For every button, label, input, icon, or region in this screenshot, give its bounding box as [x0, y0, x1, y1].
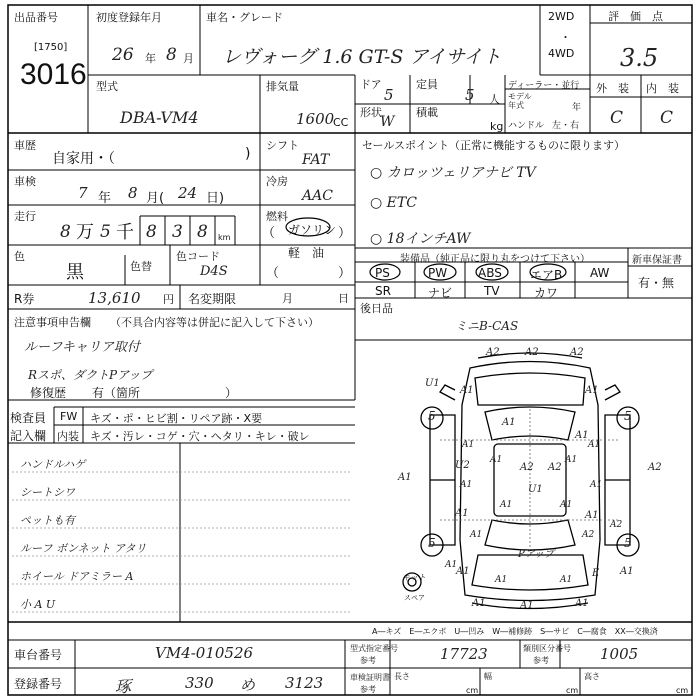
diag-label-extra: A1 — [495, 575, 508, 585]
mileage-label: 走行 — [14, 210, 36, 223]
diag-u2: U2 — [455, 460, 470, 471]
diag-label-extra: A1 — [588, 440, 601, 450]
diag-pup: Pアップ — [518, 549, 555, 560]
inspector-label-1: 検査員 — [10, 411, 47, 425]
equip-pw: PW — [428, 266, 448, 280]
width-text: 幅 — [484, 672, 492, 681]
sales-point-1: ○ カロッツェリアナビ TV — [370, 165, 536, 181]
interior-check-label: 内装 — [57, 430, 79, 443]
diag-u1-2: U1 — [528, 484, 543, 495]
diag-a1-8: A1 — [456, 566, 470, 577]
sales-point-1-text: カロッツェリアナビ TV — [386, 165, 536, 181]
repair-history-value: 有（箇所 — [92, 386, 141, 400]
color-code: D4S — [200, 264, 228, 279]
width-cm: cm — [566, 686, 579, 695]
length-cm: cm — [466, 686, 479, 695]
yen-unit: 円 — [163, 293, 174, 306]
diag-wheel-3: 5 — [428, 536, 436, 550]
year-unit: 年 — [145, 52, 156, 65]
equip-airbag: エアB — [530, 268, 563, 282]
load-label: 積載 — [416, 106, 438, 119]
diag-u1-1: U1 — [425, 378, 440, 389]
equip-navi: ナビ — [428, 286, 453, 300]
mileage-d0: 8 — [60, 222, 71, 242]
category-number: 1005 — [600, 645, 639, 663]
doors: 5 — [384, 86, 394, 104]
name-grade: レヴォーグ 1.6 GT-S アイサイト — [222, 46, 502, 68]
diag-label-extra: A2 — [610, 520, 623, 530]
capacity-label: 定員 — [416, 78, 438, 91]
fuel-diesel: 軽 油 — [288, 246, 325, 260]
diag-label-extra: A1 — [445, 560, 458, 570]
car-diagram — [403, 353, 639, 609]
drive-2wd: 2WD — [548, 10, 575, 23]
sales-point-3-text: 18インチAW — [386, 231, 471, 247]
fuel-paren-close-2: ） — [338, 266, 352, 281]
remark-6: 小 A U — [20, 598, 56, 611]
insp-month: 8 — [128, 184, 138, 202]
doors-label: ドア — [360, 78, 382, 91]
diag-wheel-1: 5 — [428, 409, 436, 423]
diag-a2-5: A2 — [548, 462, 562, 473]
inspector-label-2: 記入欄 — [10, 429, 47, 443]
model: DBA-VM4 — [120, 108, 199, 127]
diag-a1-12: A1 — [620, 566, 634, 577]
lot-label: 出品番号 — [14, 11, 58, 24]
diag-a2-1: A2 — [486, 347, 500, 358]
cc-unit: CC — [333, 116, 349, 129]
kg-unit: kg — [490, 120, 504, 133]
height-cm: cm — [676, 686, 689, 695]
exterior-grade: C — [610, 108, 624, 128]
ac: AAC — [302, 188, 333, 204]
mileage-d2: 5 — [100, 222, 111, 242]
diag-a1-2: A1 — [585, 385, 599, 396]
fuel-paren-open: （ — [262, 226, 276, 241]
reg-class: 330 — [185, 674, 214, 692]
notes-line-2: Rスポ、ダクトPアップ — [28, 368, 153, 382]
equip-ps: PS — [375, 266, 390, 280]
diag-label-extra: A1 — [500, 500, 513, 510]
lot-small: [1750] — [34, 42, 68, 53]
repair-history-close: ） — [225, 386, 238, 400]
length-sub: 参考 — [360, 685, 376, 694]
remark-3: ペットも有 — [20, 514, 75, 527]
shift: FAT — [302, 152, 330, 168]
color: 黒 — [66, 262, 84, 283]
displacement: 1600 — [296, 110, 335, 128]
length-text: 長さ — [394, 672, 410, 681]
diag-label-extra: A2 — [582, 530, 595, 540]
diag-a2-6: A2 — [648, 462, 662, 473]
color-change-label: 色替 — [130, 260, 152, 273]
insp-month-unit: 月( — [146, 191, 165, 206]
drive-4wd: 4WD — [548, 47, 575, 60]
shape: W — [380, 114, 395, 130]
fuel-paren-close: ） — [338, 226, 352, 241]
new-cert-value: 有・無 — [638, 276, 675, 290]
aftermarket: ミニB-CAS — [455, 319, 519, 333]
shift-label: シフト — [266, 139, 299, 152]
remark-5: ホイール ドアミラー A — [20, 570, 134, 583]
diag-label-extra: A1 — [565, 455, 578, 465]
diag-label-extra: A1 — [460, 480, 473, 490]
fuel-label: 燃料 — [266, 210, 288, 223]
first-reg-label: 初度登録年月 — [96, 11, 162, 24]
mileage-d3: 千 — [116, 222, 134, 243]
chassis-number: VM4-010526 — [155, 644, 254, 662]
handle-label: ハンドル — [508, 121, 545, 131]
capacity: 5 — [465, 86, 475, 104]
sales-point-2-text: ETC — [386, 195, 417, 211]
diag-a1-6: A1 — [455, 508, 469, 519]
first-reg-year: 26 — [112, 45, 134, 65]
sales-point-2: ○ ETC — [370, 195, 417, 211]
diag-a1-7: A1 — [585, 510, 599, 521]
ac-label: 冷房 — [266, 175, 288, 188]
color-code-label: 色コード — [176, 250, 220, 263]
diag-wheel-2: 5 — [624, 409, 632, 423]
diag-a1-11: A1 — [575, 598, 589, 609]
diag-label-extra: A1 — [490, 455, 503, 465]
handle-options: 左・右 — [552, 121, 580, 131]
interior-label: 内 装 — [646, 82, 679, 95]
diag-label-extra: A1 — [560, 500, 573, 510]
diag-wheel-4: 5 — [624, 536, 632, 550]
fuel-gas: ガソリン — [288, 223, 337, 237]
kit-sub: スペア — [404, 594, 425, 602]
category-label: 類別区分番号 — [523, 644, 571, 653]
diag-a2-4: A2 — [520, 462, 534, 473]
history-label: 車歴 — [14, 139, 36, 152]
person-unit: 人 — [489, 93, 500, 106]
remark-1: ハンドルハゲ — [20, 458, 86, 471]
equip-tv: TV — [484, 284, 500, 298]
insp-year-unit: 年 — [98, 191, 112, 206]
history-close: ) — [245, 146, 251, 162]
length-label: 車検証明書 — [350, 673, 390, 682]
recycle-label: R券 — [14, 292, 35, 306]
diag-a2-2: A2 — [525, 347, 539, 358]
equip-aw: AW — [590, 266, 610, 280]
name-change-day: 日 — [338, 292, 349, 305]
type-cert-sub: 参考 — [360, 656, 376, 665]
history: 自家用・（ — [52, 151, 115, 167]
name-grade-label: 車名・グレード — [206, 11, 283, 24]
drive-dot: ・ — [560, 31, 571, 44]
chassis-label: 車台番号 — [14, 648, 63, 662]
remark-4: ルーフ ボンネット アタリ — [20, 542, 147, 555]
reg-area: 琢 — [115, 677, 132, 696]
mileage-d4: 8 — [146, 222, 157, 242]
diag-a1-1: A1 — [460, 385, 474, 396]
name-change-label: 名変期限 — [188, 292, 237, 306]
first-reg-month: 8 — [166, 45, 177, 65]
color-label: 色 — [14, 250, 25, 263]
eval-label: 評 価 点 — [608, 10, 663, 23]
diag-e: E — [592, 568, 600, 579]
inspection-label: 車検 — [14, 175, 36, 188]
notes-line-1: ルーフキャリア取付 — [24, 340, 140, 355]
interior-grade: C — [660, 108, 674, 128]
insp-day: 24 — [178, 184, 198, 202]
year-suffix: 年 — [572, 103, 582, 113]
diag-a1-4: A1 — [575, 430, 589, 441]
type-cert-label: 型式指定番号 — [350, 644, 398, 653]
fw-label: FW — [60, 410, 78, 423]
lot-number: 3016 — [20, 58, 87, 91]
type-cert-number: 17723 — [440, 645, 488, 663]
diag-a1-10: A1 — [520, 600, 534, 611]
reg-kana: め — [240, 676, 256, 694]
diag-a1-9: A1 — [472, 598, 486, 609]
fw-text: キズ・ポ・ヒビ割・リペア跡・X要 — [90, 412, 263, 425]
diag-label-extra: A1 — [462, 440, 475, 450]
exterior-label: 外 装 — [596, 82, 629, 95]
notes-label: 注意事項申告欄 — [14, 316, 91, 329]
insp-year: 7 — [78, 184, 88, 202]
eval-value: 3.5 — [620, 44, 659, 72]
category-sub: 参考 — [533, 656, 549, 665]
reg-num: 3123 — [285, 674, 324, 692]
name-change-month: 月 — [282, 292, 293, 305]
sales-label: セールスポイント（正常に機能するものに限ります） — [362, 139, 626, 152]
diag-a2-3: A2 — [570, 347, 584, 358]
damage-legend: A―キズ E―エクボ U―凹み W―補修跡 S―サビ C―腐食 XX―交換済 — [372, 627, 658, 636]
insp-day-unit: 日) — [206, 191, 225, 206]
diag-label-extra: A1 — [590, 480, 603, 490]
displacement-label: 排気量 — [266, 80, 299, 93]
model-year-label: モデル年式 — [508, 92, 532, 110]
mileage-d5: 3 — [172, 222, 183, 242]
fuel-paren-open-2: （ — [266, 266, 280, 281]
diag-label-extra: A1 — [560, 575, 573, 585]
height-text: 高さ — [584, 672, 600, 681]
kit-label: キット — [402, 573, 426, 582]
equip-leather: カワ — [534, 286, 559, 300]
equip-sr: SR — [375, 284, 391, 298]
equip-abs: ABS — [478, 266, 502, 280]
mileage-d6: 8 — [197, 222, 208, 242]
equipment-label: 装備品（純正品に限り丸をつけて下さい） — [400, 254, 590, 265]
repair-history-label: 修復歴 — [30, 386, 67, 400]
remark-2: シートシワ — [20, 486, 75, 499]
model-label: 型式 — [96, 80, 118, 93]
diag-label-extra: A1 — [470, 530, 483, 540]
month-unit: 月 — [183, 52, 194, 65]
notes-label-sub: （不具合内容等は併記に記入して下さい） — [110, 316, 319, 329]
new-cert-label: 新車保証書 — [632, 255, 682, 266]
diag-a1-3: A1 — [502, 417, 516, 428]
km-unit: km — [218, 233, 231, 242]
mileage-d1: 万 — [76, 222, 94, 243]
sales-point-3: ○ 18インチAW — [370, 231, 471, 247]
interior-check-text: キズ・汚レ・コゲ・穴・ヘタリ・キレ・破レ — [90, 430, 310, 443]
shape-label: 形状 — [360, 106, 382, 119]
dealer-label: ディーラー・並行 — [508, 81, 580, 91]
diag-a1-5: A1 — [398, 472, 412, 483]
aftermarket-label: 後日品 — [360, 302, 393, 315]
reg-label: 登録番号 — [14, 677, 63, 691]
recycle: 13,610 — [88, 289, 141, 307]
